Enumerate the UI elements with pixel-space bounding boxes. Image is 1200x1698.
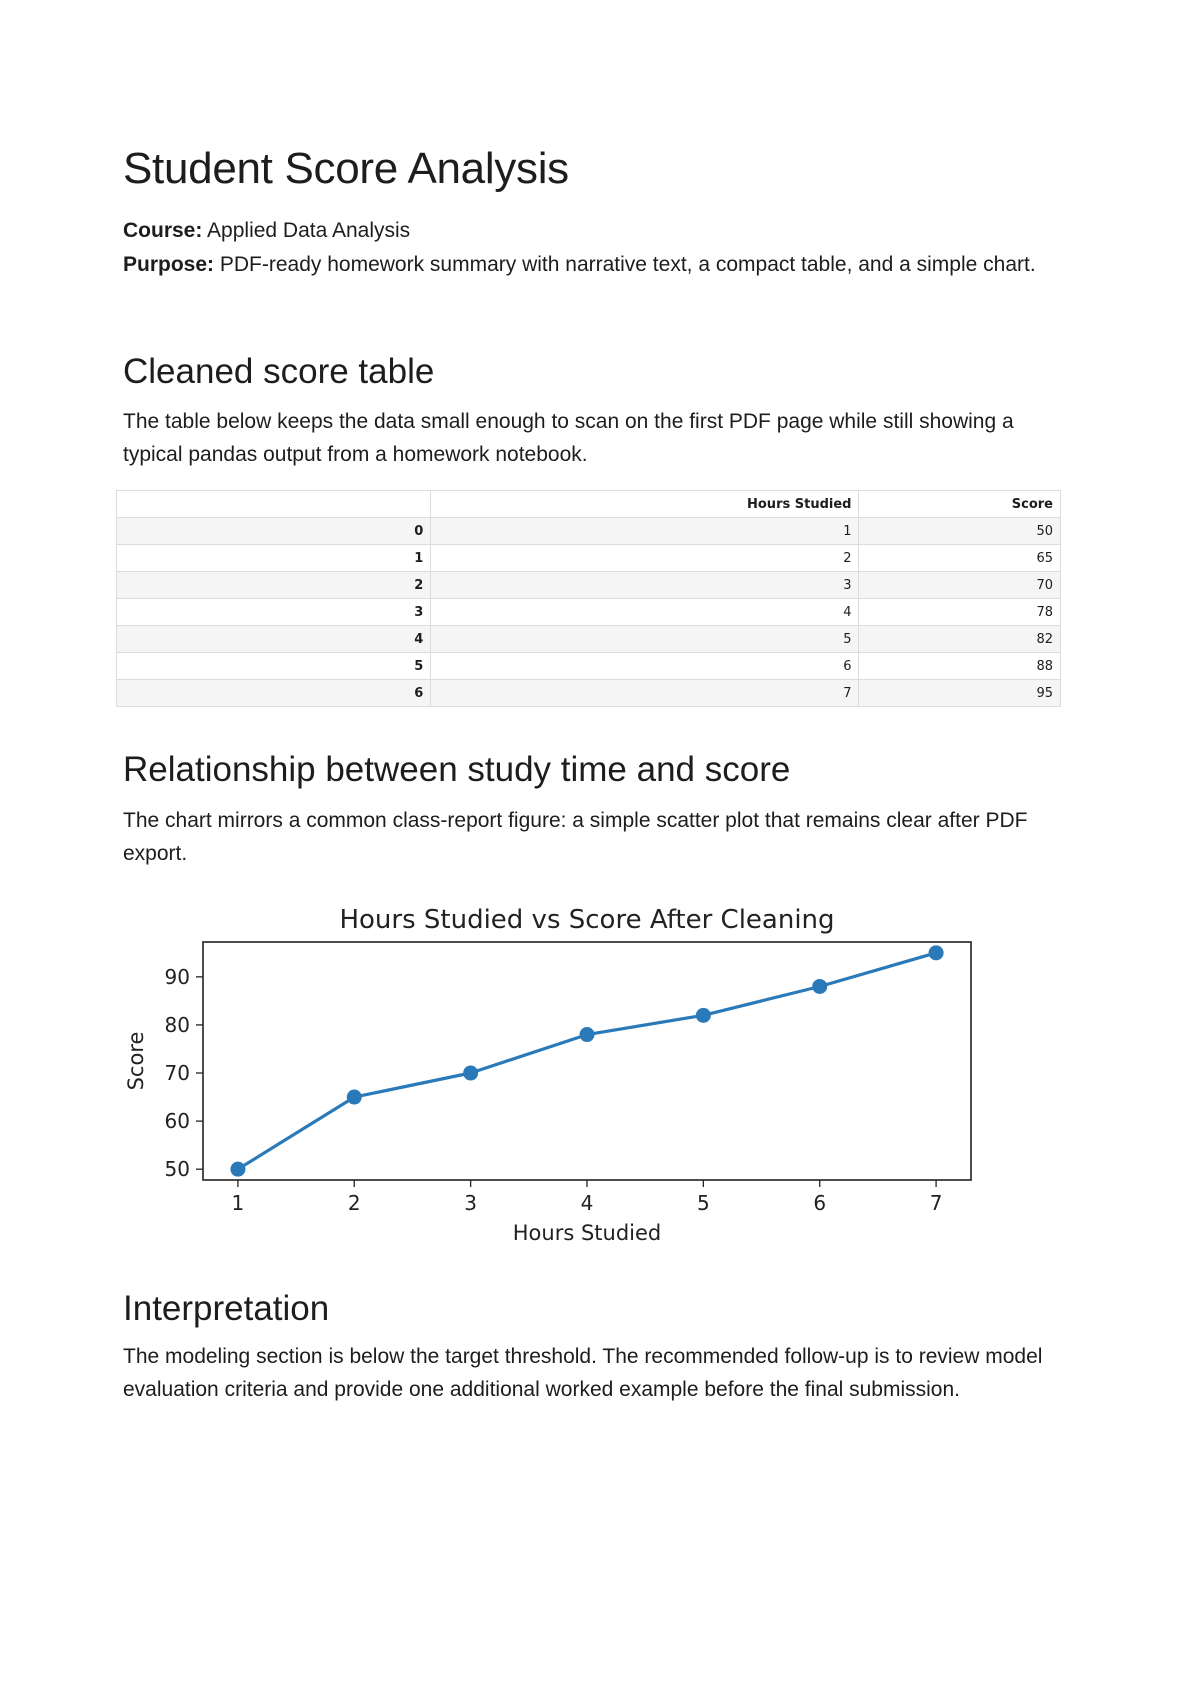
series-line bbox=[238, 953, 936, 1169]
score-cell: 95 bbox=[859, 680, 1061, 707]
table-row bbox=[117, 599, 1061, 626]
score-cell: 65 bbox=[859, 545, 1061, 572]
course-label: Course: bbox=[123, 219, 203, 242]
table-row bbox=[117, 545, 1061, 572]
y-axis-label: Score bbox=[124, 1031, 148, 1091]
data-point bbox=[463, 1066, 478, 1081]
x-axis-label: Hours Studied bbox=[512, 1221, 662, 1245]
data-point bbox=[929, 945, 944, 960]
table-row bbox=[117, 572, 1061, 599]
row-index: 0 bbox=[117, 518, 431, 545]
y-tick-label: 80 bbox=[164, 1012, 190, 1037]
purpose-label: Purpose: bbox=[123, 253, 215, 276]
score-table bbox=[116, 490, 1061, 707]
chart-section-heading: Relationship between study time and score bbox=[123, 750, 791, 789]
chart-section-text: The chart mirrors a common class-report figure: a simple scatter plot that remains clear after PDF export. bbox=[123, 809, 1028, 865]
table-section-text: The table below keeps the data small enough to scan on the first PDF page while still showing a typical pandas output from a homework notebook. bbox=[123, 410, 1014, 466]
hours-cell: 7 bbox=[431, 680, 859, 707]
table-row bbox=[117, 518, 1061, 545]
x-tick-label: 7 bbox=[929, 1191, 943, 1215]
x-tick-label: 6 bbox=[813, 1191, 827, 1215]
y-tick-label: 50 bbox=[164, 1157, 190, 1182]
data-point bbox=[812, 979, 827, 994]
table-section-heading: Cleaned score table bbox=[123, 352, 435, 391]
score-chart bbox=[123, 890, 983, 1250]
column-header-index bbox=[117, 491, 431, 518]
table-row bbox=[117, 653, 1061, 680]
x-tick-label: 4 bbox=[580, 1191, 594, 1215]
column-header-score: Score bbox=[859, 491, 1061, 518]
column-header-hours: Hours Studied bbox=[431, 491, 859, 518]
row-index: 5 bbox=[117, 653, 431, 680]
row-index: 6 bbox=[117, 680, 431, 707]
table-row bbox=[117, 680, 1061, 707]
row-index: 1 bbox=[117, 545, 431, 572]
data-point bbox=[696, 1008, 711, 1023]
y-tick-label: 60 bbox=[164, 1109, 190, 1134]
purpose-line bbox=[123, 248, 1063, 282]
score-cell: 88 bbox=[859, 653, 1061, 680]
hours-cell: 6 bbox=[431, 653, 859, 680]
table-header-row bbox=[117, 491, 1061, 518]
purpose-value: PDF-ready homework summary with narrative text, a compact table, and a simple chart. bbox=[219, 253, 1036, 276]
interpretation-heading: Interpretation bbox=[123, 1289, 330, 1328]
course-line bbox=[123, 214, 1063, 248]
table-row bbox=[117, 626, 1061, 653]
x-tick-label: 1 bbox=[231, 1191, 245, 1215]
x-tick-label: 5 bbox=[696, 1191, 710, 1215]
score-cell: 50 bbox=[859, 518, 1061, 545]
score-cell: 70 bbox=[859, 572, 1061, 599]
interpretation-text: The modeling section is below the target threshold. The recommended follow-up is to review model evaluation criteria and provide one additional worked example before the final submission. bbox=[123, 1345, 1043, 1401]
x-tick-label: 2 bbox=[347, 1191, 361, 1215]
course-value: Applied Data Analysis bbox=[207, 219, 411, 242]
hours-cell: 3 bbox=[431, 572, 859, 599]
data-point bbox=[580, 1027, 595, 1042]
hours-cell: 4 bbox=[431, 599, 859, 626]
y-tick-label: 70 bbox=[164, 1061, 190, 1086]
x-tick-label: 3 bbox=[464, 1191, 478, 1215]
hours-cell: 5 bbox=[431, 626, 859, 653]
document-meta bbox=[123, 214, 1063, 282]
hours-cell: 1 bbox=[431, 518, 859, 545]
data-point bbox=[347, 1090, 362, 1105]
row-index: 2 bbox=[117, 572, 431, 599]
data-point bbox=[230, 1162, 245, 1177]
score-cell: 82 bbox=[859, 626, 1061, 653]
row-index: 3 bbox=[117, 599, 431, 626]
row-index: 4 bbox=[117, 626, 431, 653]
y-tick-label: 90 bbox=[164, 964, 190, 989]
chart-title: Hours Studied vs Score After Cleaning bbox=[339, 905, 835, 935]
page-title: Student Score Analysis bbox=[123, 144, 569, 193]
hours-cell: 2 bbox=[431, 545, 859, 572]
score-cell: 78 bbox=[859, 599, 1061, 626]
